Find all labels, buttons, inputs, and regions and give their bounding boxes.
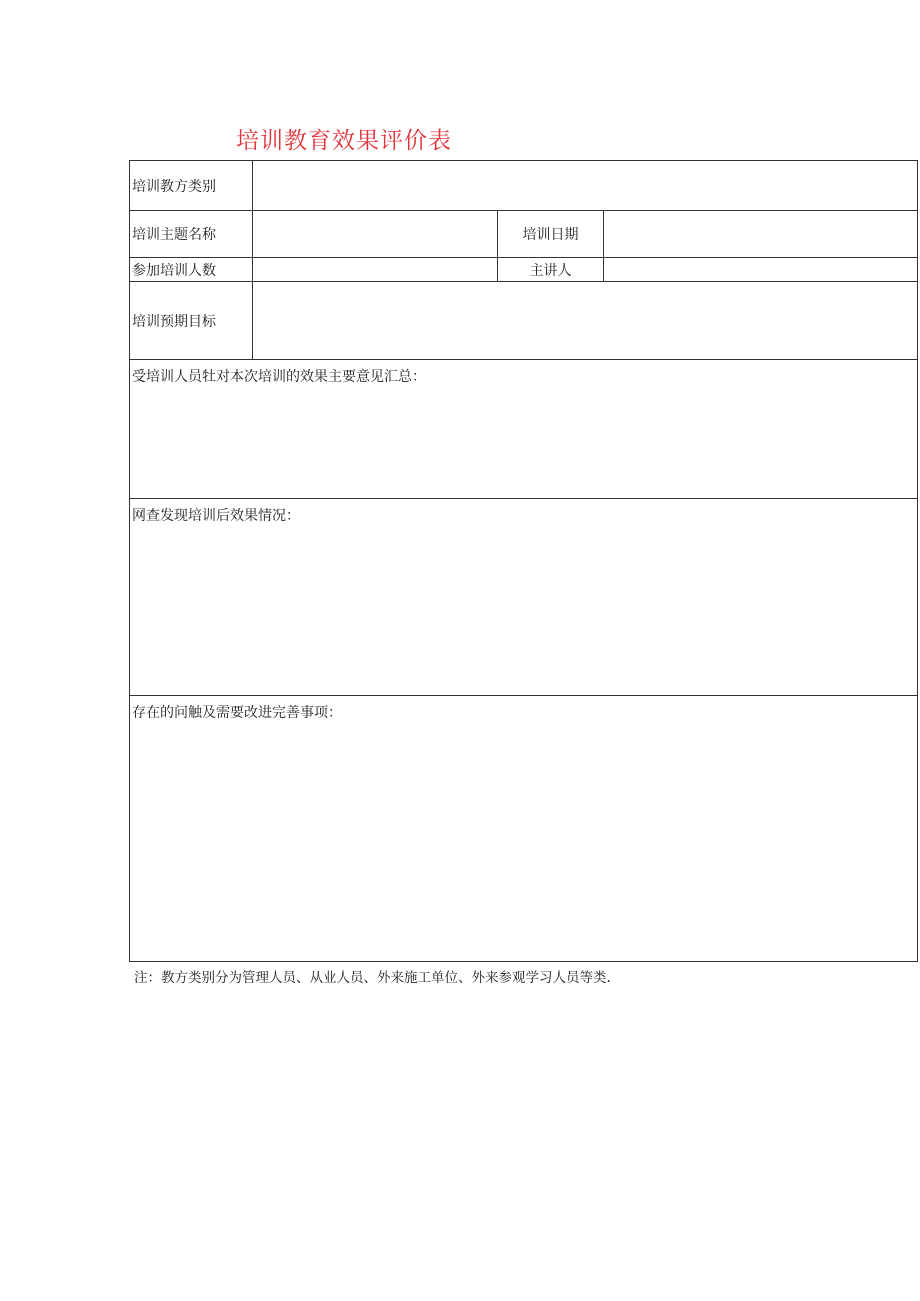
lecturer-field[interactable] [604,258,918,282]
goal-field[interactable] [253,282,918,360]
lecturer-label: 主讲人 [498,258,604,282]
participants-field[interactable] [253,258,498,282]
form-title: 培训教育效果评价表 [236,128,452,154]
category-label: 培训教方类别 [130,161,253,211]
participants-label: 参加培训人数 [130,258,253,282]
date-field[interactable] [604,211,918,258]
row-issues [130,696,918,962]
row-category [130,161,918,211]
survey-section[interactable]: 网查发现培训后效果情况： [130,499,918,696]
row-participants [130,258,918,282]
topic-field[interactable] [253,211,498,258]
footnote: 注：教方类别分为管理人员、从业人员、外来施工单位、外来参观学习人员等类. [134,970,611,986]
row-survey [130,499,918,696]
issues-section[interactable]: 存在的问触及需要改进完善事项： [130,696,918,962]
topic-label: 培训主题名称 [130,211,253,258]
category-field[interactable] [253,161,918,211]
row-topic [130,211,918,258]
evaluation-form-table [129,160,918,962]
summary-section[interactable]: 受培训人员牡对本次培训的效果主要意见汇总： [130,360,918,499]
goal-label: 培训预期目标 [130,282,253,360]
row-goal [130,282,918,360]
date-label: 培训日期 [498,211,604,258]
row-summary [130,360,918,499]
